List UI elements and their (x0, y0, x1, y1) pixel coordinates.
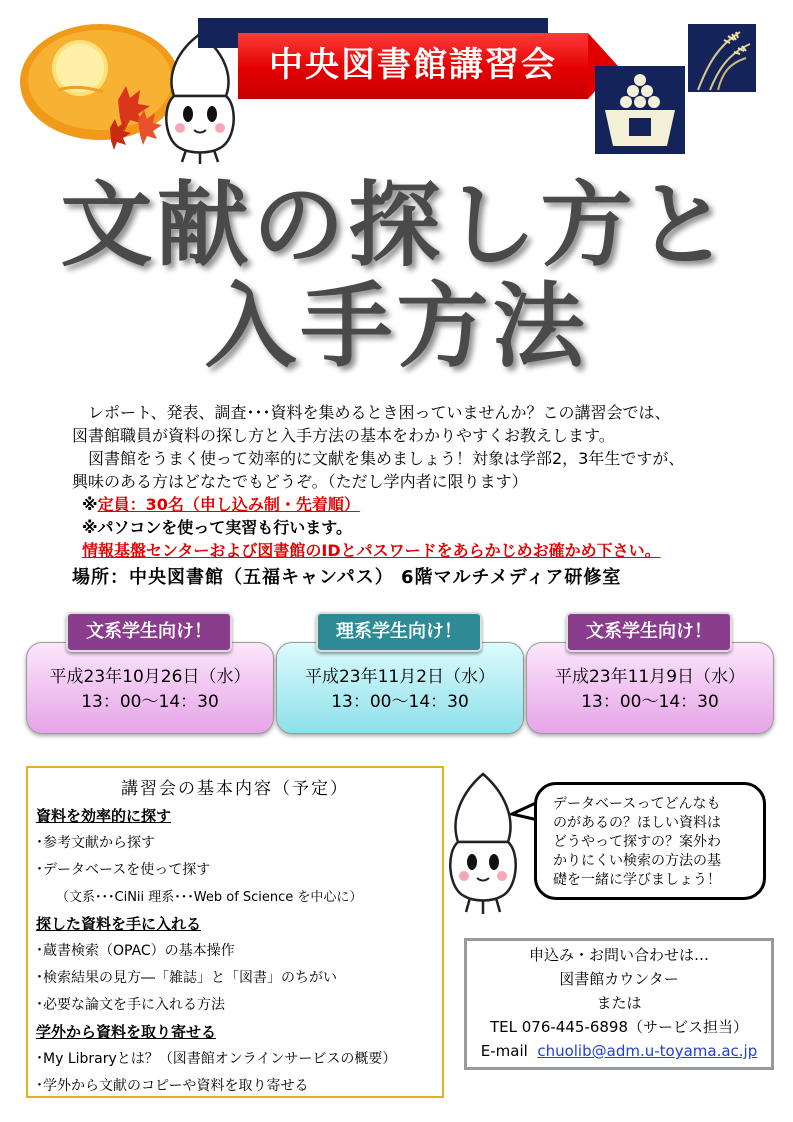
contact-line: 図書館カウンター (559, 970, 679, 988)
pampas-grass-icon (688, 24, 756, 92)
intro-text (72, 401, 752, 562)
password-note: 情報基盤センターおよび図書館のIDとパスワードをあらかじめお確かめ下さい。 (82, 541, 661, 560)
list-item: ･データベースを使って探す (36, 862, 211, 878)
bubble-line: かりにくい検索の方法の基 (553, 853, 721, 869)
session-date: 平成23年11月2日（水） (304, 667, 496, 687)
bubble-line: 礎を一緒に学びましょう！ (553, 872, 721, 888)
banner-title: 中央図書館講習会 (269, 45, 557, 85)
section-heading: 資料を効率的に探す (36, 807, 172, 825)
section-heading: 探した資料を手に入れる (36, 915, 202, 933)
list-item: ･学外から文献のコピーや資料を取り寄せる (36, 1078, 309, 1094)
email-link[interactable]: chuolib@adm.u-toyama.ac.jp (537, 1042, 758, 1060)
session-time: 13：00～14：30 (581, 692, 719, 712)
capacity-text: 定員：30名（申し込み制・先着順） (97, 495, 360, 514)
list-item: （文系･･･CiNii 理系･･･Web of Science を中心に） (56, 890, 363, 905)
intro-paragraph-1: レポート、発表、調査･･･資料を集めるとき困っていませんか？この講習会では、 (88, 403, 671, 422)
session-time: 13：00～14：30 (81, 692, 219, 712)
content-heading: 講習会の基本内容（予定） (121, 779, 349, 799)
note-mark: ※ (82, 495, 98, 514)
capacity-note (72, 493, 752, 516)
squid-mascot (436, 770, 530, 918)
main-title-line-2: 入手方法 (204, 273, 589, 380)
session-tag-humanities: 文系学生向け！ (66, 612, 232, 652)
intro-paragraph-2: 図書館職員が資料の探し方と入手方法の基本をわかりやすくお教えします。 (72, 426, 615, 445)
main-title-line-1: 文献の探し方と (60, 172, 733, 279)
list-item: ･参考文献から探す (36, 835, 155, 851)
session-card-2 (276, 642, 524, 734)
list-item: ･My Libraryとは？（図書館オンラインサービスの概要） (36, 1051, 397, 1067)
list-item: ･必要な論文を手に入れる方法 (36, 997, 225, 1013)
section-heading: 学外から資料を取り寄せる (36, 1023, 217, 1041)
course-content-box (26, 766, 444, 1098)
intro-paragraph-4: 興味のある方はどなたでもどうぞ。（ただし学内者に限ります） (72, 472, 528, 491)
content-list (36, 803, 442, 1100)
list-item: ･蔵書検索（OPAC）の基本操作 (36, 943, 235, 959)
pc-practice-note: ※パソコンを使って実習も行います。 (82, 518, 352, 537)
contact-line: 申込み・お問い合わせは… (528, 946, 709, 964)
dango-offering-icon (595, 66, 685, 154)
session-card-3 (526, 642, 774, 734)
session-card-1 (26, 642, 274, 734)
speech-bubble (534, 782, 766, 900)
session-date: 平成23年10月26日（水） (49, 667, 251, 687)
session-time: 13：00～14：30 (331, 692, 469, 712)
bubble-line: のがあるの？ほしい資料は (553, 815, 721, 831)
squid-mascot (150, 30, 250, 165)
list-item: ･検索結果の見方―「雑誌」と「図書」のちがい (36, 970, 337, 986)
bubble-line: データベースってどんなも (553, 796, 721, 812)
session-tag-humanities: 文系学生向け！ (566, 612, 732, 652)
intro-paragraph-3: 図書館をうまく使って効率的に文献を集めましょう！対象は学部2，3年生ですが、 (88, 449, 685, 468)
session-tag-science: 理系学生向け！ (316, 612, 482, 652)
contact-tel: TEL 076-445-6898（サービス担当） (489, 1018, 749, 1036)
contact-line: または (596, 994, 642, 1012)
email-label: E-mail (480, 1042, 528, 1060)
venue-text: 場所：中央図書館（五福キャンパス） 6階マルチメディア研修室 (72, 567, 622, 588)
contact-email-row (467, 1039, 771, 1063)
bubble-line: どうやって探すの？案外わ (553, 834, 721, 850)
session-date: 平成23年11月9日（水） (554, 667, 746, 687)
contact-box (464, 938, 774, 1070)
